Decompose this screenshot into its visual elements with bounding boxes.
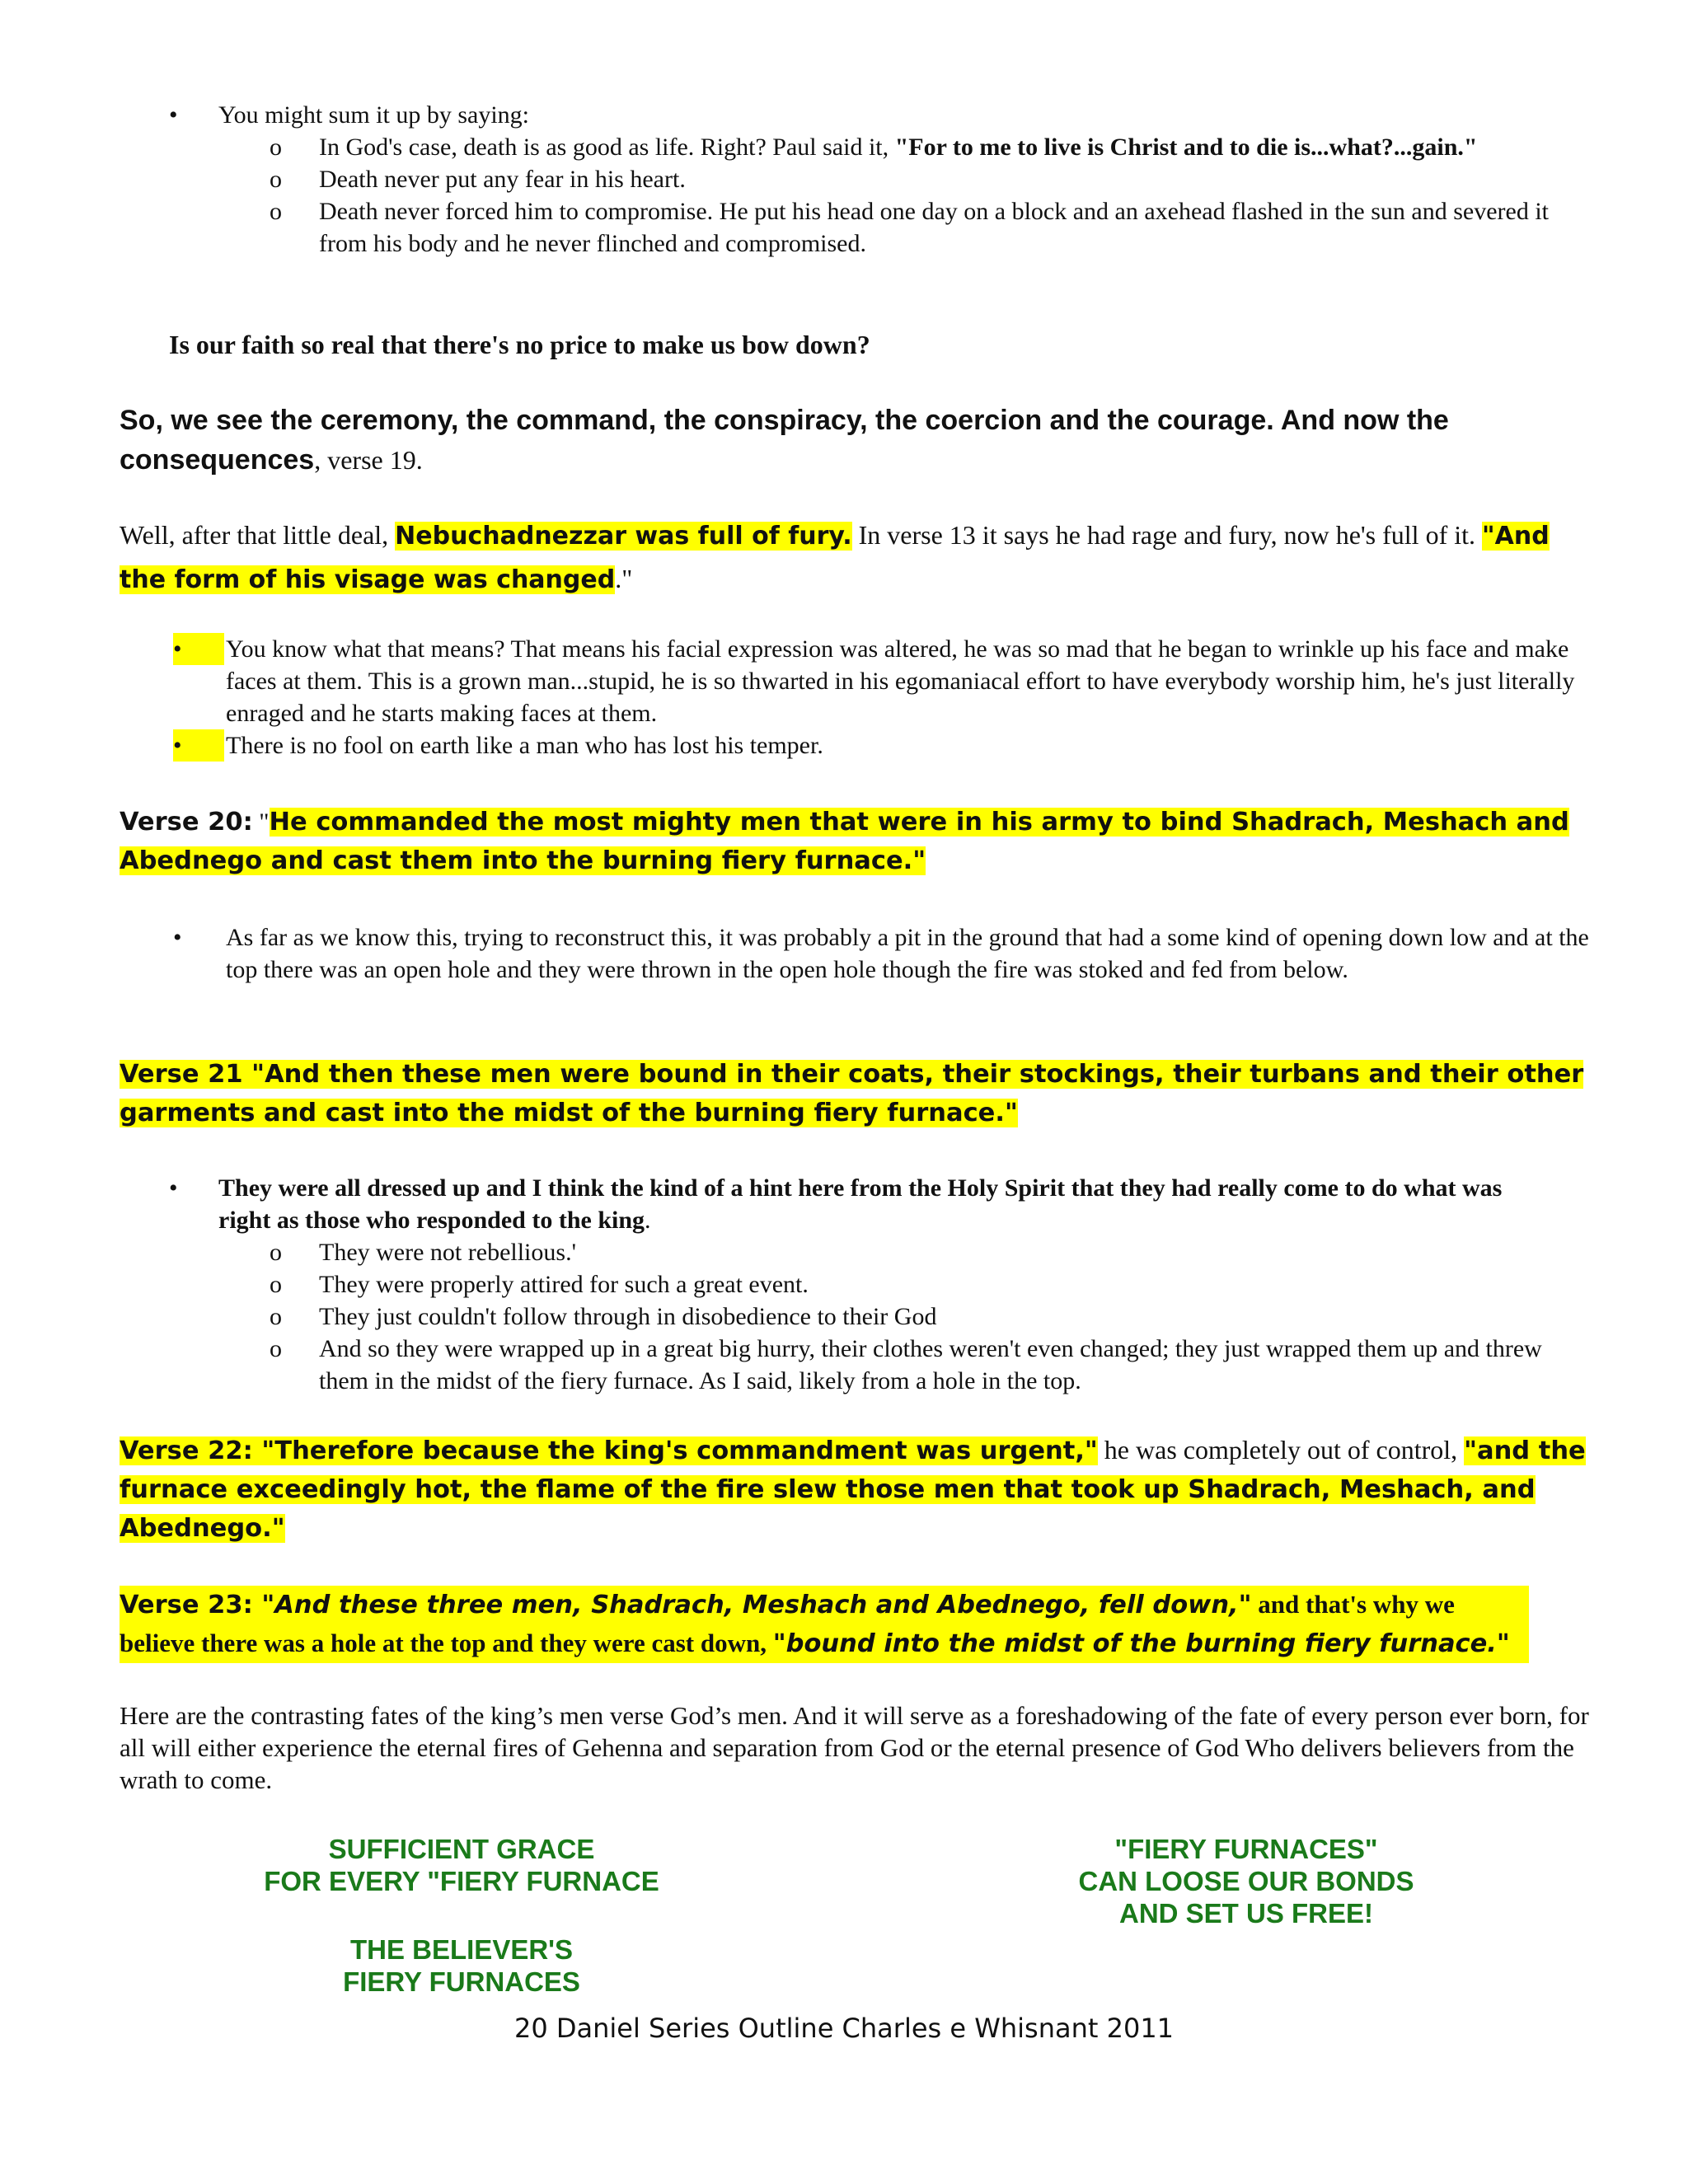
list-item — [169, 99, 1587, 131]
sub-list-item — [270, 163, 1587, 195]
sub-list-item — [270, 1268, 1587, 1301]
list-item — [169, 1172, 1554, 1236]
green-line: SUFFICIENT GRACE — [328, 1834, 595, 1864]
text: and that's why we believe there was a hole at the top and they were cast down, — [120, 1590, 1455, 1657]
highlighted-fury: Nebuchadnezzar was full of fury. — [395, 522, 852, 551]
list-item-text: You know what that means? That means his facial expression was altered, he was so mad that he began to wrinkle up his face and make faces at them. This is a grown man...stupid, he is so thwarted in his egomaniacal effort to have everybody worship him, he's just literally enraged and he starts making faces at them. — [226, 635, 1575, 727]
green-line: "FIERY FURNACES" — [1114, 1834, 1378, 1864]
verse20-quote: He commanded the most mighty men that were in his army to bind Shadrach, Meshach and Abednego and cast them into the burning fiery furnace." — [120, 808, 1569, 875]
closing-paragraph: Here are the contrasting fates of the king’s men verse God’s men. And it will serve as a foreshadowing of the fate of every person ever born, for all will either experience the eternal fires of Gehenna and separation from God or the eternal presence of God Who delivers believers from the wrath to come. — [120, 1701, 1589, 1794]
verse19-paragraph — [120, 516, 1603, 603]
bullet-list-summary — [169, 99, 1587, 260]
text: In verse 13 it says he had rage and fury, now he's full of it. — [851, 520, 1482, 550]
sub-bullet-marker: o — [270, 166, 282, 193]
verse23-quote-a: "And these three men, Shadrach, Meshach and Abednego, fell down," — [252, 1591, 1252, 1619]
verse21-paragraph — [120, 1055, 1603, 1132]
sub-item-text: Death never put any fear in his heart. — [319, 166, 686, 193]
verse22-paragraph — [120, 1431, 1603, 1548]
sub-item-text: Death never forced him to compromise. He put his head one day on a block and an axehead flashed in the sun and severed it from his body and he never flinched and compromised. — [319, 198, 1550, 257]
verse23-quote-b: "bound into the midst of the burning fiery furnace." — [772, 1629, 1510, 1658]
spacer — [214, 1897, 709, 1933]
faith-question: Is our faith so real that there's no price to make us bow down? — [169, 330, 870, 359]
list-item-bold-text: They were all dressed up and I think the kind of a hint here from the Holy Spirit that they had really come to do what was right as those who responded to the king — [218, 1174, 1503, 1234]
list-item-text: There is no fool on earth like a man who has lost his temper. — [226, 732, 823, 759]
verse20-label: Verse 20: — [120, 808, 253, 837]
sub-list-item — [270, 1333, 1587, 1397]
text: " — [252, 808, 270, 836]
text: ." — [615, 564, 633, 593]
highlighted-visage: "And the form of his visage was changed — [120, 522, 1550, 594]
verse23-label: Verse 23: — [120, 1591, 253, 1619]
sub-list-item — [270, 1236, 1587, 1268]
text: he was completely out of control, — [1097, 1435, 1465, 1465]
green-line: CAN LOOSE OUR BONDS — [1078, 1866, 1414, 1896]
verse23-paragraph — [120, 1586, 1529, 1663]
list-item — [173, 921, 1591, 986]
sub-bullet-marker: o — [270, 1303, 282, 1330]
verse20-paragraph — [120, 803, 1603, 880]
sub-bullet-marker: o — [270, 1239, 282, 1266]
sub-item-text: They were not rebellious.' — [319, 1239, 576, 1266]
page-footer: 20 Daniel Series Outline Charles e Whisnant 2011 — [513, 2013, 1175, 2044]
sub-bullet-marker: o — [270, 1335, 282, 1362]
text: . — [645, 1207, 651, 1234]
sub-bullet-marker: o — [270, 1271, 282, 1298]
green-line: FOR EVERY "FIERY FURNACE — [264, 1866, 659, 1896]
paul-quote: "For to me to live is Christ and to die is...what?...gain." — [894, 134, 1478, 161]
sub-bullet-marker: o — [270, 134, 282, 161]
green-heading-left — [214, 1833, 709, 1998]
verse22-quote-a: Verse 22: "Therefore because the king's commandment was urgent," — [120, 1436, 1098, 1465]
sub-list-item — [270, 131, 1572, 163]
green-line: AND SET US FREE! — [1118, 1898, 1374, 1929]
sub-item-text: In God's case, death is as good as life. Right? Paul said it, — [319, 134, 895, 161]
bullet-list-verse20 — [173, 921, 1591, 986]
bullet-list-verse19 — [173, 633, 1591, 762]
bullet-dot: • — [173, 633, 224, 665]
sub-item-text: They were properly attired for such a great event. — [319, 1271, 809, 1298]
sub-item-text: They just couldn't follow through in disobedience to their God — [319, 1303, 937, 1330]
bullet-dot: • — [169, 1174, 178, 1202]
sub-bullet-marker: o — [270, 198, 282, 225]
sub-list-item — [270, 1301, 1587, 1333]
list-item-text: You might sum it up by saying: — [218, 101, 530, 129]
bullet-dot: • — [169, 101, 178, 129]
summary-tail: , verse 19. — [314, 445, 423, 475]
bullet-dot: • — [173, 729, 224, 762]
text: Well, after that little deal, — [120, 520, 396, 550]
bullet-dot: • — [173, 924, 182, 951]
list-item — [173, 729, 1591, 762]
sub-list-item — [270, 195, 1587, 260]
list-item — [173, 633, 1591, 729]
list-item-text: As far as we know this, trying to reconstruct this, it was probably a pit in the ground that had a some kind of opening down low and at the top there was an open hole and they were thrown in the open hole though the fire was stoked and fed from below. — [226, 924, 1589, 983]
verse21-quote: Verse 21 "And then these men were bound in their coats, their stockings, their turbans and their other garments and cast into the midst of the burning fiery furnace." — [120, 1060, 1584, 1127]
bullet-list-verse21 — [169, 1172, 1587, 1397]
sub-item-text: And so they were wrapped up in a great big hurry, their clothes weren't even changed; they just wrapped them up and threw them in the midst of the fiery furnace. As I said, likely from a hole in the top. — [319, 1335, 1542, 1394]
verse22-quote-b: "and the furnace exceedingly hot, the flame of the fire slew those men that took up Shadrach, Meshach, and Abednego." — [120, 1436, 1586, 1543]
summary-heading — [120, 401, 1595, 480]
green-line: FIERY FURNACES — [343, 1966, 580, 1997]
summary-bold-text: So, we see the ceremony, the command, the conspiracy, the coercion and the courage. And now the consequences — [120, 405, 1449, 476]
green-line: THE BELIEVER'S — [349, 1934, 574, 1965]
green-heading-right — [999, 1833, 1493, 1929]
